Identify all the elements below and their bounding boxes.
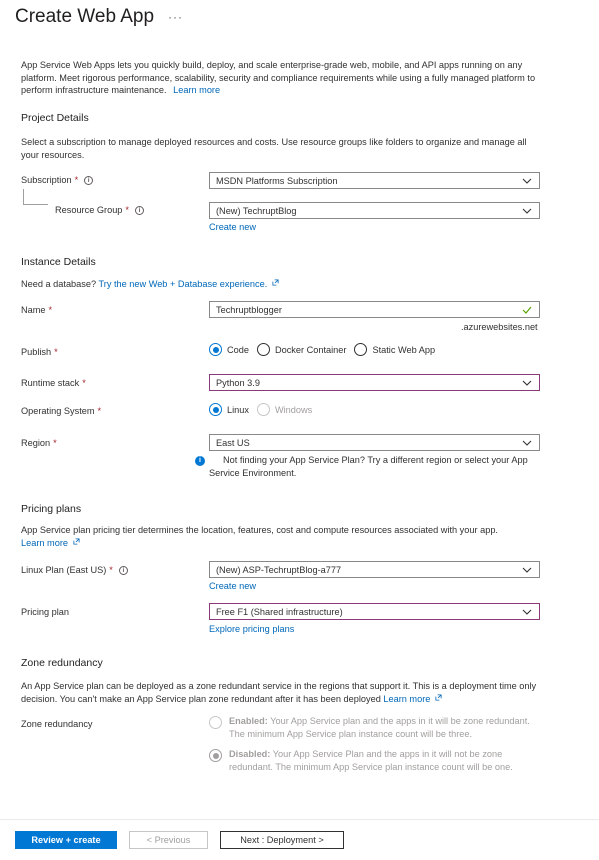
resource-group-dropdown[interactable] (209, 202, 540, 219)
publish-option-label: Static Web App (372, 344, 436, 355)
required-marker: * (54, 347, 58, 357)
zone-redundancy-label: Zone redundancy (21, 719, 93, 729)
os-option-linux[interactable] (209, 403, 249, 416)
more-options-button[interactable]: ··· (168, 10, 183, 24)
radio-icon (257, 343, 270, 356)
region-value: East US (216, 437, 250, 448)
zone-disabled-description: Your App Service Plan and the apps in it will not be zone redundant. The minimum App Service plan instance count will be one. (229, 749, 513, 772)
operating-system-label (21, 406, 101, 416)
radio-selected-icon (209, 403, 222, 416)
chevron-down-icon (521, 205, 533, 217)
external-link-icon (435, 694, 442, 701)
pricing-plan-value: Free F1 (Shared infrastructure) (216, 606, 343, 617)
zone-disabled-title: Disabled: (229, 749, 271, 759)
chevron-down-icon (521, 175, 533, 187)
need-database-text (21, 278, 279, 291)
os-radio-group (209, 403, 320, 416)
external-link-icon (272, 279, 279, 286)
os-option-label: Linux (227, 404, 249, 415)
intro-description: App Service Web Apps lets you quickly build, deploy, and scale enterprise-grade web, mobile, and API apps running on any platform. Meet rigorous performance, scalability, security and compliance requirements while using a fully managed platform to perform infrastructure maintenance. (21, 60, 536, 95)
instance-details-heading: Instance Details (21, 256, 96, 268)
next-deployment-button[interactable]: Next : Deployment > (220, 831, 344, 849)
project-details-heading: Project Details (21, 112, 89, 124)
radio-icon (354, 343, 367, 356)
required-marker: * (53, 438, 57, 448)
region-hint-text: Not finding your App Service Plan? Try a different region or select your App Service Environment. (209, 455, 528, 478)
radio-disabled-icon (257, 403, 270, 416)
external-link-icon (73, 538, 80, 545)
linux-plan-label-text: Linux Plan (East US) (21, 565, 107, 575)
operating-system-label-text: Operating System (21, 406, 95, 416)
pricing-description (21, 524, 543, 549)
publish-label (21, 347, 58, 357)
publish-option-label: Docker Container (274, 344, 347, 355)
zone-description-text: An App Service plan can be deployed as a zone redundant service in the regions that support it. This is a deployment time only decision. You can't make an App Service plan zone redundant after it has been deployed (21, 681, 537, 704)
name-label-text: Name (21, 305, 46, 315)
runtime-stack-label-text: Runtime stack (21, 378, 80, 388)
name-label (21, 305, 52, 315)
zone-enabled-description: Your App Service plan and the apps in it will be zone redundant. The minimum App Service plan instance count will be three. (229, 716, 530, 739)
subscription-value: MSDN Platforms Subscription (216, 175, 338, 186)
required-marker: * (125, 205, 129, 215)
pricing-plans-heading: Pricing plans (21, 503, 82, 515)
footer-divider (0, 819, 599, 820)
required-marker: * (109, 565, 113, 575)
info-icon[interactable]: i (119, 566, 128, 575)
domain-suffix: .azurewebsites.net (461, 322, 538, 332)
zone-redundancy-heading: Zone redundancy (21, 657, 103, 669)
explore-pricing-plans-link[interactable]: Explore pricing plans (209, 624, 295, 634)
linux-plan-value: (New) ASP-TechruptBlog-a777 (216, 564, 342, 575)
zone-enabled-text (229, 715, 539, 740)
resource-group-label (55, 205, 144, 215)
tree-connector (23, 189, 48, 205)
zone-enabled-title: Enabled: (229, 716, 268, 726)
chevron-down-icon (521, 606, 533, 618)
info-filled-icon: i (195, 456, 205, 466)
zone-description (21, 680, 543, 705)
publish-option-code[interactable] (209, 343, 249, 356)
create-new-plan-link[interactable]: Create new (209, 581, 256, 591)
required-marker: * (82, 378, 86, 388)
publish-option-docker[interactable] (257, 343, 347, 356)
zone-disabled-text (229, 748, 539, 773)
try-web-database-link[interactable]: Try the new Web + Database experience. (98, 279, 268, 289)
radio-selected-disabled-icon (209, 749, 222, 762)
pricing-learn-more-link[interactable]: Learn more (21, 537, 68, 548)
publish-option-label: Code (227, 344, 249, 355)
required-marker: * (74, 175, 79, 185)
info-icon[interactable]: i (135, 206, 144, 215)
radio-disabled-icon (209, 716, 222, 729)
resource-group-label-text: Resource Group (55, 205, 123, 215)
project-details-description: Select a subscription to manage deployed resources and costs. Use resource groups like folders to organize and manage all your resources. (21, 137, 527, 160)
linux-plan-label (21, 565, 128, 575)
publish-radio-group (209, 343, 443, 356)
pricing-plan-label-text: Pricing plan (21, 607, 70, 617)
pricing-plan-label (21, 607, 69, 617)
linux-plan-dropdown[interactable] (209, 561, 540, 578)
os-option-windows (257, 403, 312, 416)
chevron-down-icon (521, 564, 533, 576)
need-database-label: Need a database? (21, 279, 97, 289)
region-label-text: Region (21, 438, 51, 448)
zone-option-enabled (209, 715, 539, 740)
subscription-dropdown[interactable] (209, 172, 540, 189)
pricing-description-text: App Service plan pricing tier determines the location, features, cost and compute resources associated with your app. (21, 525, 498, 535)
required-marker: * (97, 406, 102, 416)
zone-option-disabled (209, 748, 539, 773)
region-hint (199, 454, 539, 479)
page-title: Create Web App (15, 6, 155, 27)
resource-group-value: (New) TechruptBlog (216, 205, 297, 216)
info-icon[interactable]: i (84, 176, 93, 185)
runtime-stack-label (21, 378, 86, 388)
chevron-down-icon (521, 377, 533, 389)
intro-text (21, 59, 543, 97)
previous-button: < Previous (129, 831, 208, 849)
required-marker: * (48, 305, 53, 315)
name-input[interactable] (209, 301, 540, 318)
os-option-label: Windows (274, 404, 313, 415)
region-dropdown[interactable] (209, 434, 540, 451)
publish-label-text: Publish (21, 347, 52, 357)
name-value: Techruptblogger (216, 304, 282, 315)
zone-learn-more-link[interactable]: Learn more (383, 693, 431, 704)
checkmark-icon (521, 304, 533, 316)
chevron-down-icon (521, 437, 533, 449)
radio-selected-icon (209, 343, 222, 356)
create-new-resource-group-link[interactable]: Create new (209, 222, 256, 232)
runtime-stack-dropdown[interactable] (209, 374, 540, 391)
runtime-stack-value: Python 3.9 (216, 377, 260, 388)
publish-option-static-web-app[interactable] (354, 343, 435, 356)
region-label (21, 438, 57, 448)
intro-learn-more-link[interactable]: Learn more (173, 85, 221, 95)
review-create-button[interactable]: Review + create (15, 831, 117, 849)
pricing-plan-dropdown[interactable] (209, 603, 540, 620)
subscription-label (21, 175, 93, 185)
subscription-label-text: Subscription (21, 175, 72, 185)
